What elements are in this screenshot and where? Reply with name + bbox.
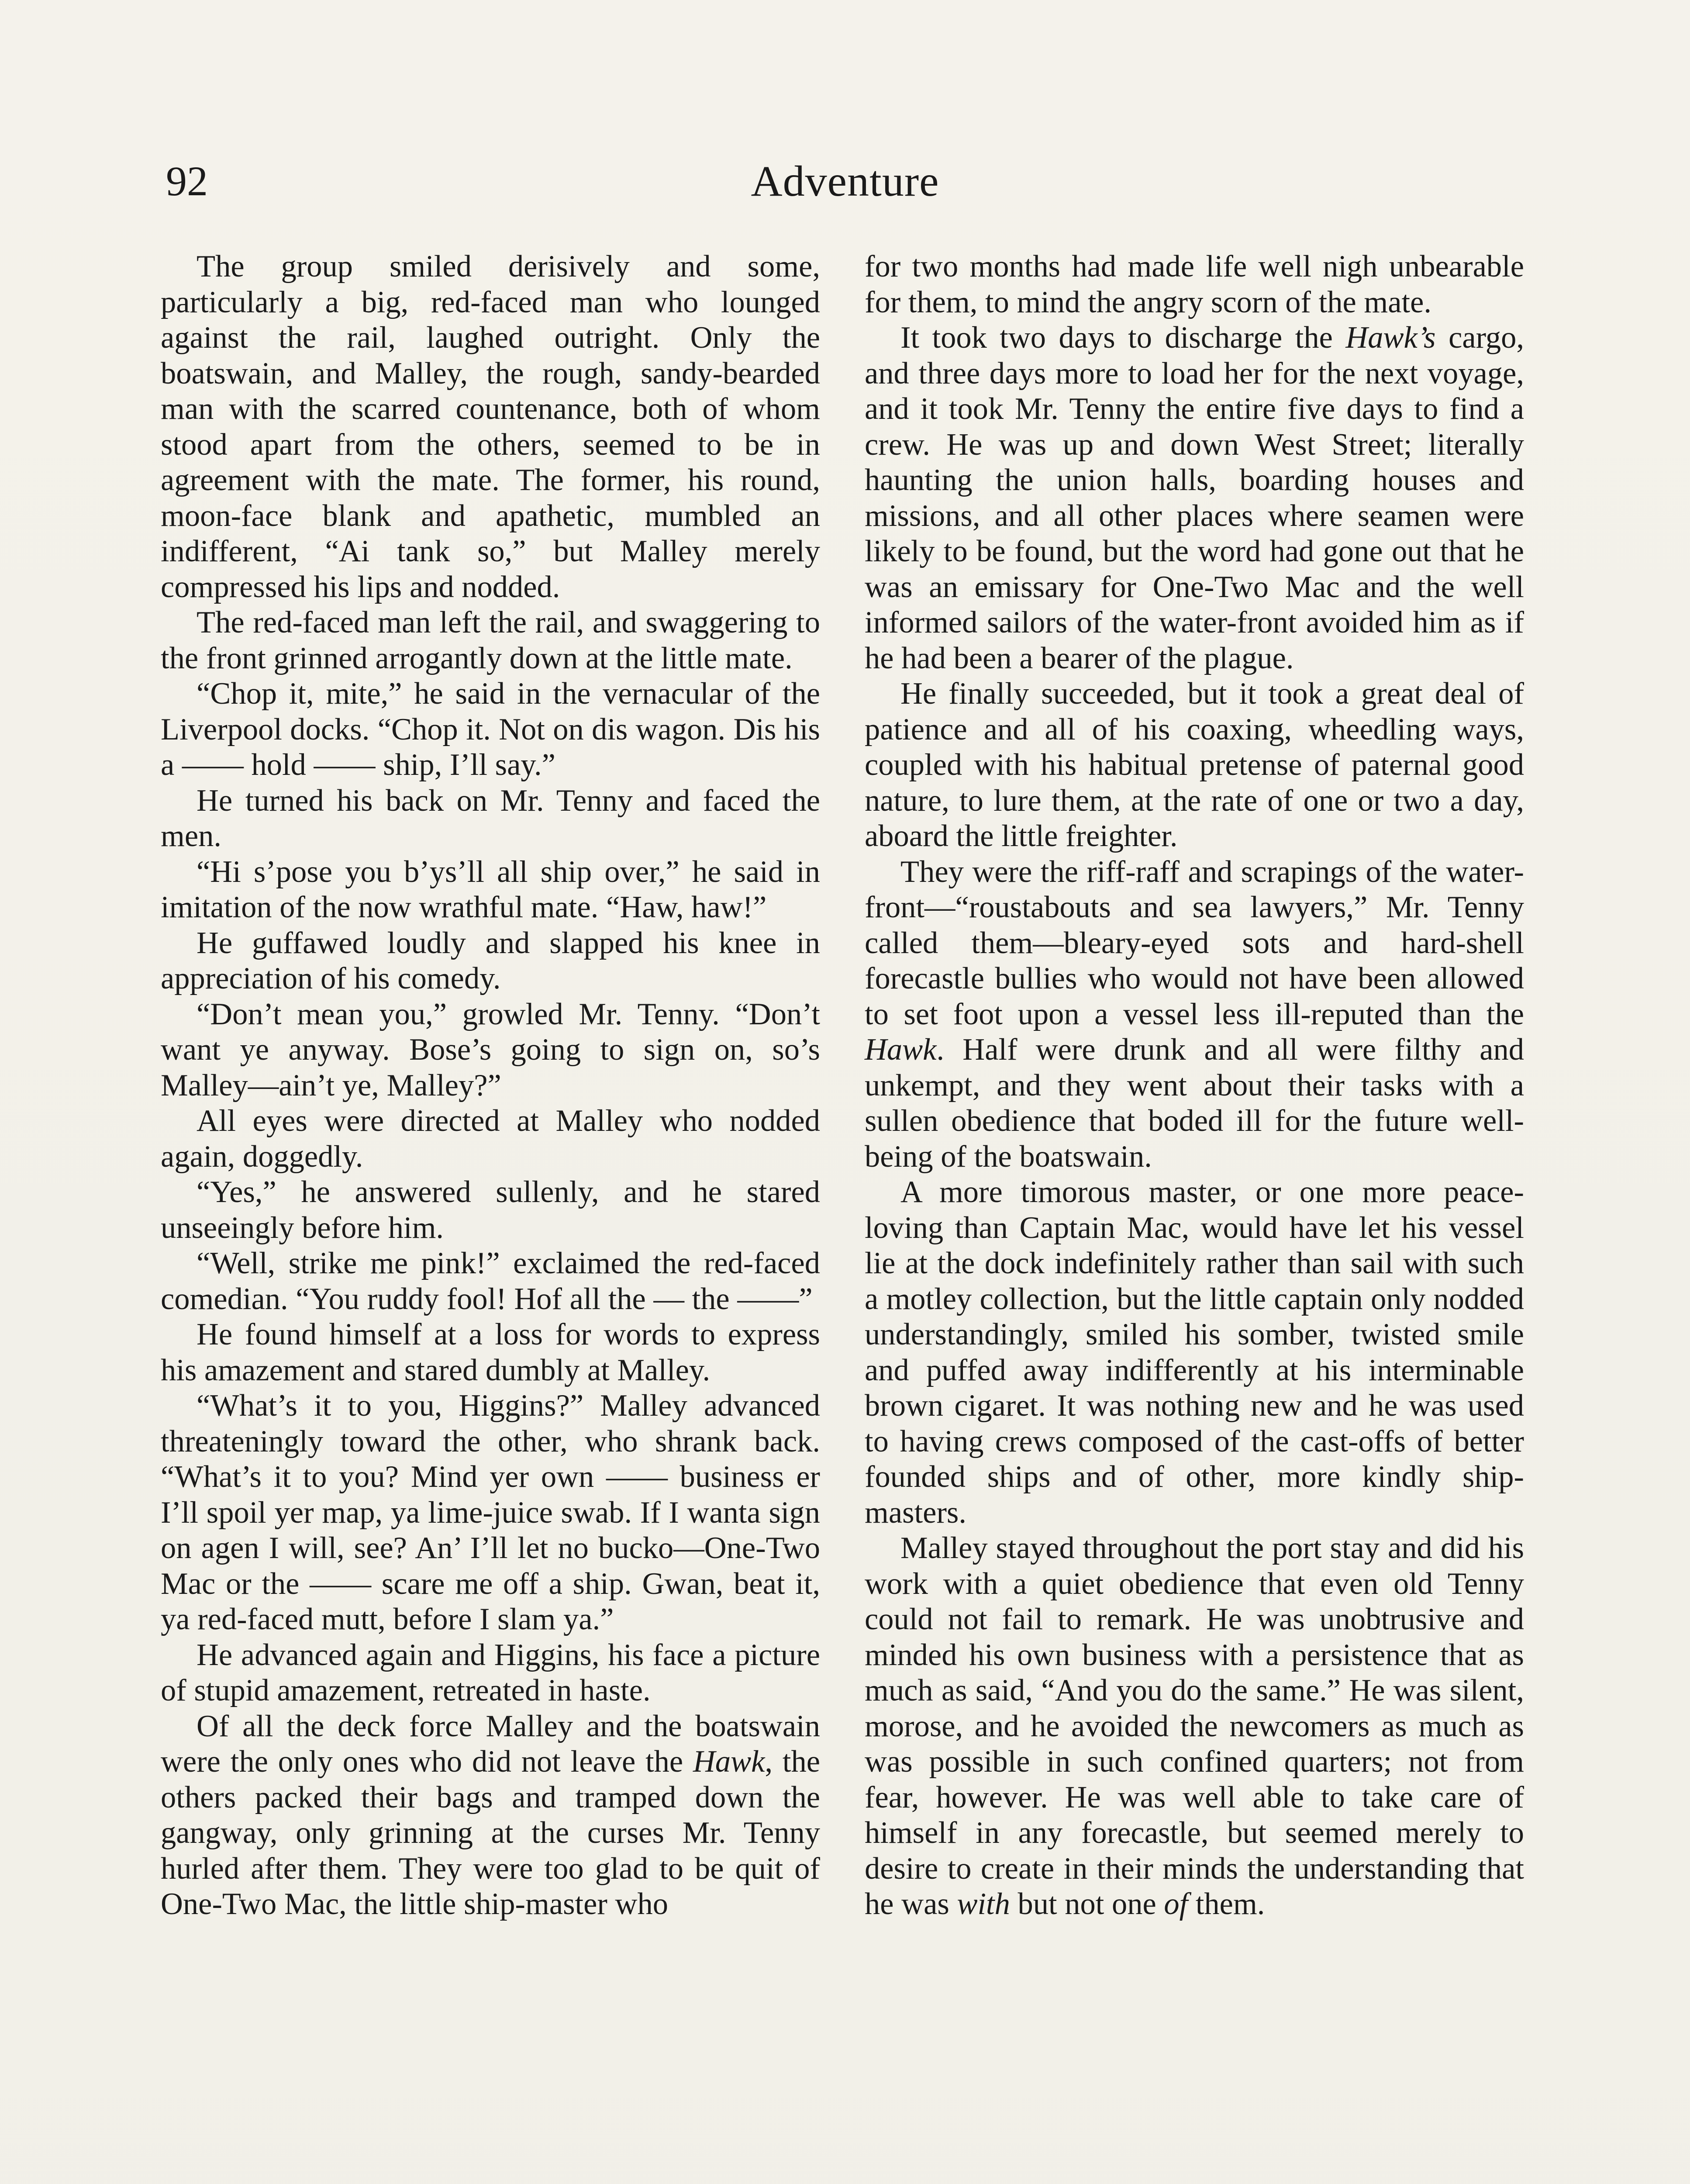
- paragraph: All eyes were directed at Malley who nodded again, doggedly.: [161, 1104, 820, 1174]
- paragraph-continued: for two months had made life well nigh unbearable for them, to mind the angry scorn of the mate.: [865, 249, 1524, 319]
- text-run: but not one: [1010, 1887, 1164, 1921]
- paragraph: “Yes,” he answered sullenly, and he stared unseeingly before him.: [161, 1175, 820, 1245]
- ship-name-italic: Hawk: [865, 1033, 937, 1067]
- paragraph: “Don’t mean you,” growled Mr. Tenny. “Don’t want ye anyway. Bose’s going to sign on, so’s Malley—ain’t ye, Malley?”: [161, 997, 820, 1102]
- paragraph: “Well, strike me pink!” exclaimed the red-faced comedian. “You ruddy fool! Hof all the — the ——”: [161, 1246, 820, 1316]
- paragraph: He advanced again and Higgins, his face a picture of stupid amazement, retreated in haste.: [161, 1638, 820, 1707]
- paragraph: [161, 1709, 820, 1922]
- text-run: Malley stayed throughout the port stay and did his work with a quiet obedience that even old Tenny could not fail to remark. He was unobtrusive and minded his own business with a persistence that as much as said, “And you do the same.” He was silent, morose, and he avoided the newcomers as much as was possible in such confined quarters; not from fear, however. He was well able to take care of himself in any forecastle, but seemed merely to desire to create in their minds the understanding that he was: [865, 1531, 1524, 1921]
- text-run: them.: [1188, 1887, 1265, 1921]
- running-title: Adventure: [751, 157, 939, 205]
- paragraph: [865, 1531, 1524, 1922]
- paragraph: He turned his back on Mr. Tenny and faced the men.: [161, 783, 820, 853]
- emphasis-italic: of: [1164, 1887, 1188, 1921]
- paragraph: “Hi s’pose you b’ys’ll all ship over,” he said in imitation of the now wrathful mate. “Haw, haw!”: [161, 854, 820, 924]
- paragraph: He guffawed loudly and slapped his knee in appreciation of his comedy.: [161, 926, 820, 995]
- right-column: [865, 249, 1524, 1922]
- paragraph: “What’s it to you, Higgins?” Malley advanced threateningly toward the other, who shrank back. “What’s it to you? Mind yer own —— business er I’ll spoil yer map, ya lime-juice swab. If I wanta sign on agen I will, see? An’ I’ll let no bucko—One-Two Mac or the —— scare me off a ship. Gwan, beat it, ya red-faced mutt, before I slam ya.”: [161, 1389, 820, 1636]
- left-column: [161, 249, 820, 1922]
- paragraph: A more timorous master, or one more peace-loving than Captain Mac, would have let his vessel lie at the dock indefinitely rather than sail with such a motley collection, but the little captain only nodded understandingly, smiled his somber, twisted smile and puffed away indifferently at his interminable brown cigaret. It was nothing new and he was used to having crews composed of the cast-offs of better founded ships and of other, more kindly ship-masters.: [865, 1175, 1524, 1530]
- paragraph: “Chop it, mite,” he said in the vernacular of the Liverpool docks. “Chop it. Not on dis wagon. Dis his a —— hold —— ship, I’ll say.”: [161, 677, 820, 782]
- page-number: 92: [166, 158, 208, 204]
- paragraph: [865, 320, 1524, 676]
- text-columns: [161, 249, 1532, 2184]
- text-run: They were the riff-raff and scrapings of the water-front—“roustabouts and sea lawyers,” Mr. Tenny called them—bleary-eyed sots and hard-shell forecastle bullies who would not have been allowed to set foot upon a vessel less ill-reputed than the: [865, 854, 1524, 1031]
- text-run: . Half were drunk and all were filthy and unkempt, and they went about their tasks with a sullen obedience that boded ill for the future well-being of the boatswain.: [865, 1033, 1524, 1174]
- text-run: cargo, and three days more to load her for the next voyage, and it took Mr. Tenny the entire five days to find a crew. He was up and down West Street; literally haunting the union halls, boarding houses and missions, and all other places where seamen were likely to be found, but the word had gone out that he was an emissary for One-Two Mac and the well informed sailors of the water-front avoided him as if he had been a bearer of the plague.: [865, 321, 1524, 675]
- paragraph: He finally succeeded, but it took a great deal of patience and all of his coaxing, wheedling ways, coupled with his habitual pretense of paternal good nature, to lure them, at the rate of one or two a day, aboard the little freighter.: [865, 677, 1524, 853]
- ship-name-italic: Hawk: [693, 1745, 765, 1779]
- page-header: [162, 153, 1528, 218]
- text-run: , the others packed their bags and tramped down the gangway, only grinning at the curses Mr. Tenny hurled after them. They were too glad to be quit of One-Two Mac, the little ship-master who: [161, 1745, 820, 1921]
- ship-name-italic: Hawk’s: [1345, 321, 1436, 355]
- text-run: Of all the deck force Malley and the boatswain were the only ones who did not leave the: [161, 1709, 820, 1779]
- text-run: It took two days to discharge the: [900, 321, 1346, 355]
- paragraph: [865, 854, 1524, 1175]
- paragraph: The red-faced man left the rail, and swaggering to the front grinned arrogantly down at the little mate.: [161, 605, 820, 675]
- paragraph: He found himself at a loss for words to express his amazement and stared dumbly at Malley.: [161, 1317, 820, 1387]
- emphasis-italic: with: [957, 1887, 1010, 1921]
- paragraph: The group smiled derisively and some, particularly a big, red-faced man who lounged against the rail, laughed outright. Only the boatswain, and Malley, the rough, sandy-bearded man with the scarred countenance, both of whom stood apart from the others, seemed to be in agreement with the mate. The former, his round, moon-face blank and apathetic, mumbled an indifferent, “Ai tank so,” but Malley merely compressed his lips and nodded.: [161, 249, 820, 604]
